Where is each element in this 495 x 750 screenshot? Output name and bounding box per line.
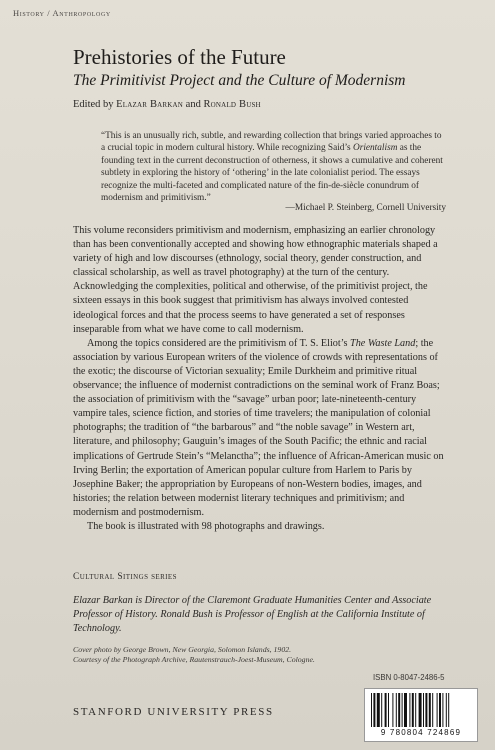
editor-name: Ronald Bush	[203, 99, 261, 110]
quote-text: as the founding text in the current deconstruction of otherness, it shows a cumulative and coherent subtlety in exploring the history of ‘othering’ in the late colonialist period. The essays recognize the multi-faceted and complicated nature of the fin-de-siècle conundrum of modernism and primitivism.”	[101, 143, 443, 204]
series-label: Cultural Sitings series	[73, 572, 177, 582]
description-paragraph: The book is illustrated with 98 photographs and drawings.	[87, 520, 325, 532]
book-title: Prehistories of the Future	[73, 45, 286, 69]
editor-name: Elazar Barkan	[116, 99, 184, 110]
description-paragraph	[73, 337, 451, 520]
editors-prefix: Edited by	[73, 99, 114, 110]
paragraph-text: ; the association by various European writers of the violence of crowds with representations of the exotic; the discourse of Victorian sexuality; Emile Durkheim and primitive ritual observance; the influence of modernist contradictions on the seminal work of Franz Boas; the association of primitivism with the “savage” urban poor; late-nineteenth-century vampire tales, science fiction, and stories of time travelers; the manipulation of colonial photographs; the tradition of “the barbarous” and “the noble savage” in Western art, literature, and philosophy; Gauguin’s images of the South Pacific; the ethnic and racial implications of Gertrude Stein’s “Melanctha”; the influence of African-American music on Irving Berlin; the exportation of American popular culture from Harlem to Paris by Josephine Baker; the appropriation by Europeans of non-Western bodies, images, and histories; the relation between modernist literary techniques and primitivism; and modernism and postmodernism.	[73, 337, 444, 518]
barcode	[364, 688, 478, 742]
editors-line	[73, 99, 261, 110]
category-label: History / Anthropology	[13, 8, 111, 18]
description-paragraph: This volume reconsiders primitivism and modernism, emphasizing an earlier chronology than has been conventionally accepted and showing how ethnographic materials shaped a variety of high and low discourses (ethnology, social theory, gender construction, and classical scholarship, as well as travel photography) at the turn of the century. Acknowledging the complexities, political and otherwise, of the primitivist project, the sixteen essays in this book suggest that primitivism has always involved contested ideological forces and that the process seems to have generated a set of responses inseparable from what we have come to call modernism.	[73, 225, 438, 335]
barcode-number: 9 780804 724869	[380, 728, 462, 737]
quote-attribution: —Michael P. Steinberg, Cornell University	[285, 203, 446, 213]
publisher-name: STANFORD UNIVERSITY PRESS	[73, 706, 274, 718]
blurb-quote	[101, 130, 446, 204]
cover-credit	[73, 645, 373, 666]
book-subtitle: The Primitivist Project and the Culture of Modernism	[73, 72, 406, 89]
editors-conjunction: and	[185, 99, 201, 110]
barcode-bars-icon	[369, 693, 473, 727]
cover-credit-line: Cover photo by George Brown, New Georgia, Solomon Islands, 1902.	[73, 645, 292, 654]
quote-italic-title: Orientalism	[352, 143, 398, 154]
quote-text: “This is an unusually rich, subtle, and rewarding collection that brings varied approaches to a crucial topic in modern cultural history. While recognizing Said’s	[101, 131, 442, 154]
italic-title: The Waste Land	[350, 337, 416, 349]
paragraph-text: Among the topics considered are the primitivism of T. S. Eliot’s	[87, 337, 351, 349]
editors-bio: Elazar Barkan is Director of the Claremont Graduate Humanities Center and Associate Professor of History. Ronald Bush is Professor of English at the California Institute of Technology.	[73, 595, 432, 634]
cover-credit-line: Courtesy of the Photograph Archive, Rautenstrauch-Joest-Museum, Cologne.	[73, 655, 315, 665]
isbn-label: ISBN 0-8047-2486-5	[373, 673, 445, 682]
description	[73, 224, 451, 534]
